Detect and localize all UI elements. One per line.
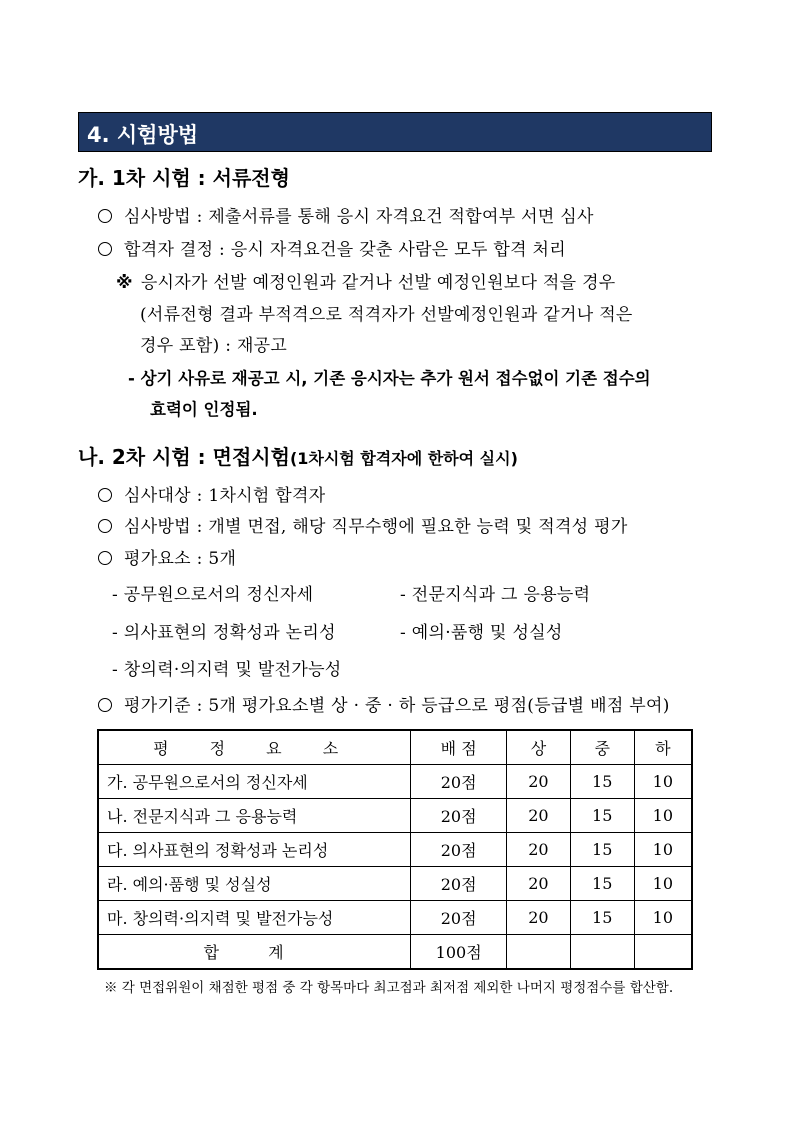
table-cell: 20점 (411, 765, 507, 799)
table-cell: 나. 전문지식과 그 응용능력 (98, 799, 411, 833)
score-table (97, 729, 693, 970)
table-row (98, 833, 692, 867)
table-cell: 마. 창의력·의지력 및 발전가능성 (98, 901, 411, 935)
part2-heading: 나. 2차 시험 : 면접시험(1차시험 합격자에 한하여 실시) (78, 445, 518, 469)
table-cell: 가. 공무원으로서의 정신자세 (98, 765, 411, 799)
table-cell: 20점 (411, 901, 507, 935)
table-cell: 20 (507, 833, 571, 867)
element-item: - 예의·품행 및 성실성 (400, 623, 563, 643)
circle-bullet-icon (98, 488, 112, 502)
table-cell: 20 (507, 867, 571, 901)
table-cell: 10 (634, 867, 692, 901)
header-cell: 평 정 요 소 (98, 730, 411, 765)
part2-bullet-2: 심사방법 : 개별 면접, 해당 직무수행에 필요한 능력 및 적격성 평가 (98, 512, 628, 537)
table-cell-empty (507, 935, 571, 970)
table-cell: 20 (507, 765, 571, 799)
section-title-bar (78, 112, 712, 152)
table-row (98, 799, 692, 833)
element-item: - 전문지식과 그 응용능력 (400, 585, 591, 605)
circle-bullet-icon (98, 519, 112, 533)
header-cell: 배 점 (411, 730, 507, 765)
part2-criteria: 평가기준 : 5개 평가요소별 상 · 중 · 하 등급으로 평점(등급별 배점 부여) (98, 691, 670, 716)
table-cell: 20점 (411, 799, 507, 833)
element-item: - 의사표현의 정확성과 논리성 (112, 623, 336, 643)
section-title: 4. 시험방법 (87, 123, 199, 147)
table-cell: 15 (570, 901, 634, 935)
table-cell: 20 (507, 901, 571, 935)
circle-bullet-icon (98, 698, 112, 712)
table-row (98, 867, 692, 901)
element-item: - 공무원으로서의 정신자세 (112, 585, 314, 605)
table-cell: 10 (634, 765, 692, 799)
table-cell: 15 (570, 867, 634, 901)
table-cell: 20 (507, 799, 571, 833)
table-cell: 15 (570, 799, 634, 833)
table-cell: 20점 (411, 867, 507, 901)
part1-bold-line-1: - 상기 사유로 재공고 시, 기존 응시자는 추가 원서 접수없이 기존 접수의 (128, 369, 651, 388)
table-cell: 라. 예의·품행 및 성실성 (98, 867, 411, 901)
header-cell: 상 (507, 730, 571, 765)
element-item: - 창의력·의지력 및 발전가능성 (112, 660, 342, 680)
table-cell: 15 (570, 765, 634, 799)
table-cell: 10 (634, 901, 692, 935)
part2-heading-paren: (1차시험 합격자에 한하여 실시) (289, 449, 518, 468)
part2-bullet-1: 심사대상 : 1차시험 합격자 (98, 481, 325, 506)
total-value: 100점 (411, 935, 507, 970)
table-cell-empty (570, 935, 634, 970)
part1-heading: 가. 1차 시험 : 서류전형 (78, 166, 290, 190)
table-cell: 10 (634, 799, 692, 833)
table-cell: 10 (634, 833, 692, 867)
table-header-row (98, 730, 692, 765)
footnote: ※ 각 면접위원이 채점한 평점 중 각 항목마다 최고점과 최저점 제외한 나머지 평정점수를 합산함. (104, 980, 674, 996)
part1-bold-line-2: 효력이 인정됨. (150, 400, 258, 419)
part1-bullet-1: 심사방법 : 제출서류를 통해 응시 자격요건 적합여부 서면 심사 (98, 202, 594, 227)
header-cell: 하 (634, 730, 692, 765)
part1-note-line-3: 경우 포함) : 재공고 (140, 336, 288, 356)
part1-note-line-2: (서류전형 결과 부적격으로 적격자가 선발예정인원과 같거나 적은 (140, 305, 633, 325)
table-cell: 15 (570, 833, 634, 867)
circle-bullet-icon (98, 551, 112, 565)
table-total-row (98, 935, 692, 970)
circle-bullet-icon (98, 242, 112, 256)
part1-note-line-1: ※ 응시자가 선발 예정인원과 같거나 선발 예정인원보다 적을 경우 (116, 273, 616, 293)
table-row (98, 901, 692, 935)
part2-bullet-3: 평가요소 : 5개 (98, 544, 236, 569)
table-cell-empty (634, 935, 692, 970)
table-row (98, 765, 692, 799)
table-cell: 20점 (411, 833, 507, 867)
circle-bullet-icon (98, 209, 112, 223)
part1-bullet-2: 합격자 결정 : 응시 자격요건을 갖춘 사람은 모두 합격 처리 (98, 235, 566, 260)
reference-mark-icon: ※ (116, 273, 133, 293)
table-cell: 다. 의사표현의 정확성과 논리성 (98, 833, 411, 867)
header-cell: 중 (570, 730, 634, 765)
total-label: 합 계 (98, 935, 411, 970)
